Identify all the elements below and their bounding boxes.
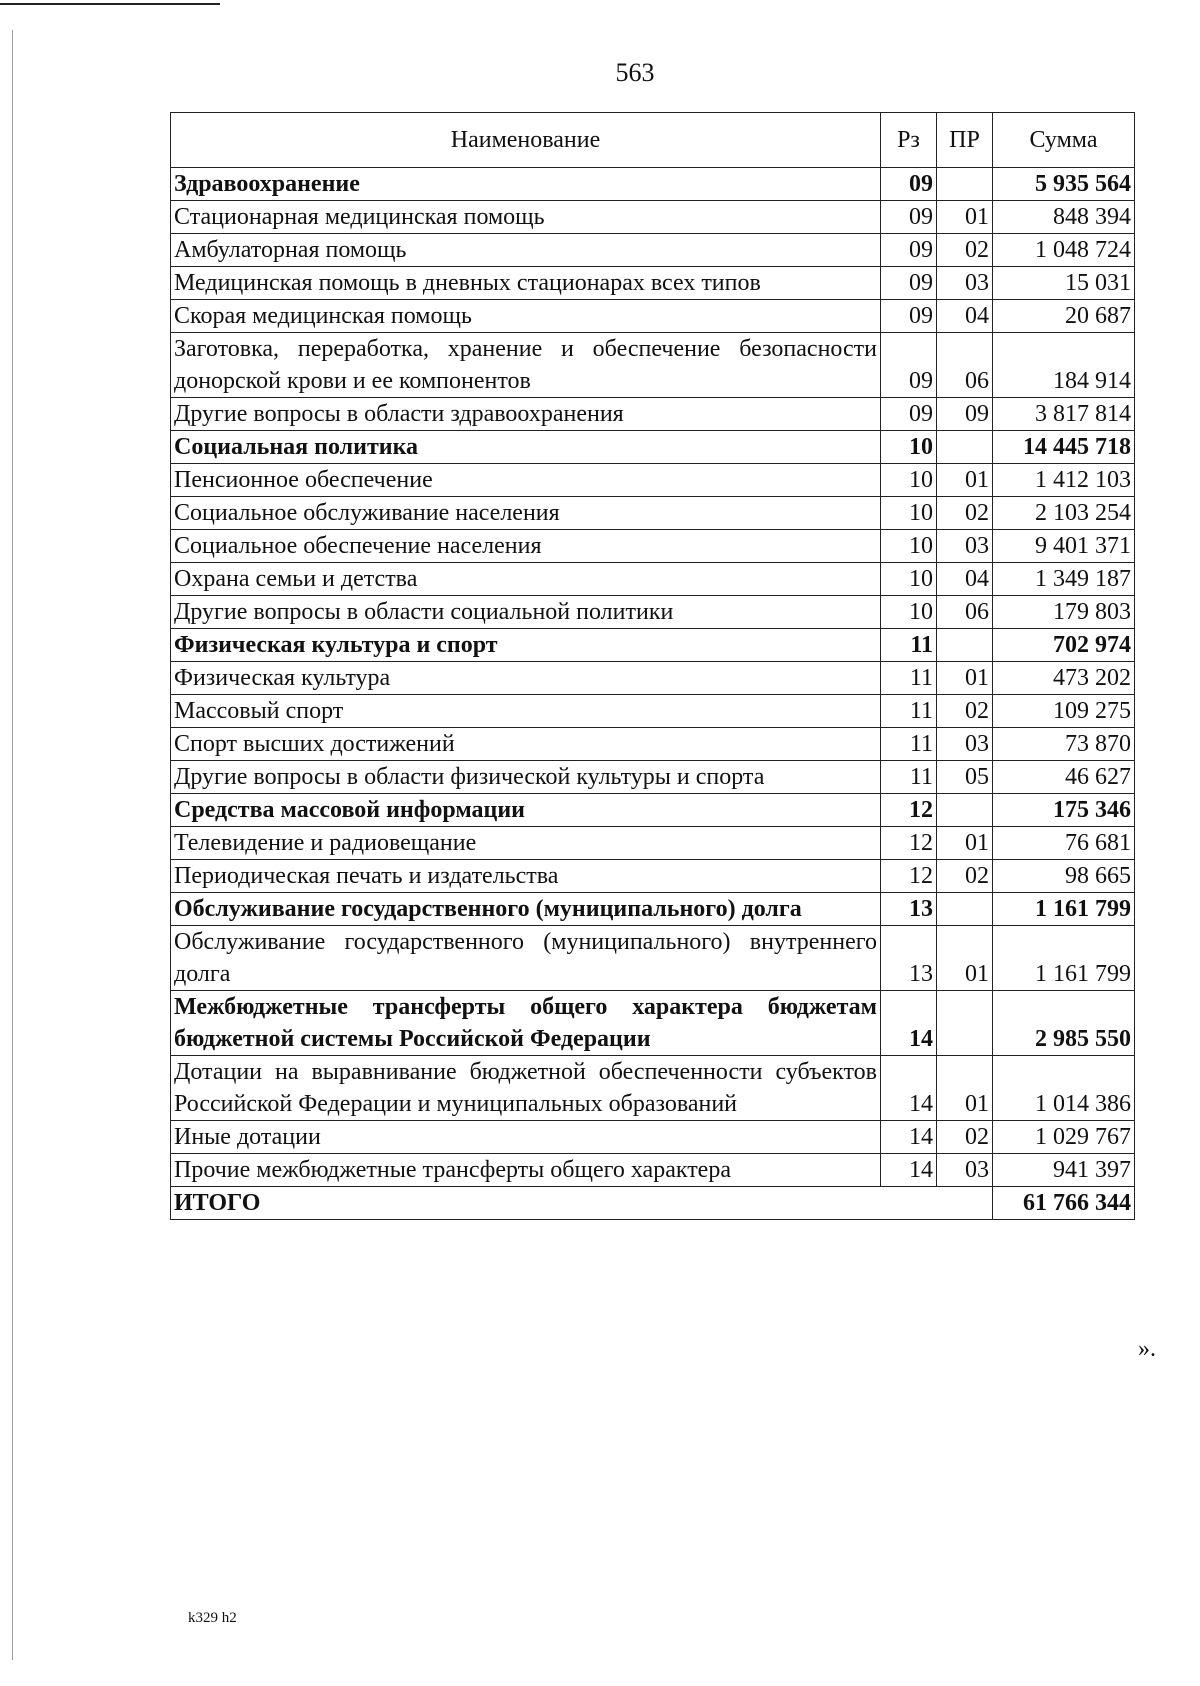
row-name: Скорая медицинская помощь [171,300,881,333]
page-number: 563 [615,58,655,87]
table-row [171,761,1135,794]
row-name: Иные дотации [171,1121,881,1154]
row-rz: 12 [881,794,937,827]
row-pr: 02 [937,1121,993,1154]
row-sum: 2 103 254 [993,497,1135,530]
table-row [171,168,1135,201]
total-sum: 61 766 344 [993,1187,1135,1220]
table-row [171,333,1135,398]
table-row [171,893,1135,926]
row-sum: 1 048 724 [993,234,1135,267]
row-sum: 5 935 564 [993,168,1135,201]
row-sum: 14 445 718 [993,431,1135,464]
table-row [171,563,1135,596]
row-pr: 06 [937,333,993,398]
row-sum: 179 803 [993,596,1135,629]
row-pr: 01 [937,1056,993,1121]
row-sum: 1 014 386 [993,1056,1135,1121]
table-row [171,300,1135,333]
row-sum: 941 397 [993,1154,1135,1187]
row-sum: 2 985 550 [993,991,1135,1056]
row-pr [937,991,993,1056]
table-row [171,1121,1135,1154]
row-pr: 09 [937,398,993,431]
row-sum: 848 394 [993,201,1135,234]
table-row [171,201,1135,234]
row-pr: 01 [937,201,993,234]
row-sum: 9 401 371 [993,530,1135,563]
row-rz: 14 [881,1154,937,1187]
row-name: Амбулаторная помощь [171,234,881,267]
row-name: Охрана семьи и детства [171,563,881,596]
row-name: Массовый спорт [171,695,881,728]
budget-table [170,112,1135,1220]
table-row [171,464,1135,497]
row-sum: 1 161 799 [993,926,1135,991]
total-label: ИТОГО [171,1187,993,1220]
table-row [171,827,1135,860]
table-row [171,530,1135,563]
table-row [171,860,1135,893]
row-rz: 10 [881,563,937,596]
row-sum: 1 412 103 [993,464,1135,497]
row-rz: 14 [881,1121,937,1154]
row-rz: 12 [881,860,937,893]
table-body [171,168,1135,1187]
row-name: Физическая культура и спорт [171,629,881,662]
row-name: Социальное обеспечение населения [171,530,881,563]
row-name: Спорт высших достижений [171,728,881,761]
header-rz: Рз [881,113,937,168]
table-row [171,398,1135,431]
row-name: Пенсионное обеспечение [171,464,881,497]
row-rz: 09 [881,234,937,267]
row-rz: 11 [881,629,937,662]
row-sum: 98 665 [993,860,1135,893]
row-name: Физическая культура [171,662,881,695]
header-name: Наименование [171,113,881,168]
row-name: Обслуживание государственного (муниципального) долга [171,893,881,926]
left-margin-rule [12,30,13,1660]
row-rz: 09 [881,168,937,201]
header-pr: ПР [937,113,993,168]
closing-quote: ». [1138,1336,1156,1362]
row-pr: 01 [937,662,993,695]
row-pr: 06 [937,596,993,629]
row-name: Другие вопросы в области социальной политики [171,596,881,629]
row-pr: 03 [937,728,993,761]
row-sum: 73 870 [993,728,1135,761]
footer-code: k329 h2 [188,1610,237,1626]
row-pr: 02 [937,234,993,267]
row-sum: 3 817 814 [993,398,1135,431]
row-sum: 109 275 [993,695,1135,728]
row-sum: 175 346 [993,794,1135,827]
table-row [171,596,1135,629]
row-rz: 10 [881,464,937,497]
row-rz: 09 [881,398,937,431]
row-pr [937,431,993,464]
row-pr [937,168,993,201]
row-rz: 14 [881,991,937,1056]
row-pr: 01 [937,926,993,991]
row-name: Здравоохранение [171,168,881,201]
row-pr: 03 [937,1154,993,1187]
row-pr: 01 [937,827,993,860]
row-sum: 702 974 [993,629,1135,662]
table-row [171,431,1135,464]
table-row [171,695,1135,728]
row-rz: 09 [881,300,937,333]
table-header-row [171,113,1135,168]
row-rz: 11 [881,662,937,695]
row-name: Заготовка, переработка, хранение и обеспечение безопасности донорской крови и ее компонентов [171,333,881,398]
table-row [171,629,1135,662]
row-sum: 1 349 187 [993,563,1135,596]
row-pr: 02 [937,860,993,893]
row-pr [937,893,993,926]
row-sum: 46 627 [993,761,1135,794]
row-name: Медицинская помощь в дневных стационарах всех типов [171,267,881,300]
row-name: Прочие межбюджетные трансферты общего характера [171,1154,881,1187]
row-name: Периодическая печать и издательства [171,860,881,893]
row-pr [937,629,993,662]
row-pr: 02 [937,695,993,728]
row-name: Дотации на выравнивание бюджетной обеспеченности субъектов Российской Федерации и муниципальных образований [171,1056,881,1121]
table-row [171,497,1135,530]
row-rz: 11 [881,761,937,794]
row-pr: 03 [937,267,993,300]
row-name: Другие вопросы в области физической культуры и спорта [171,761,881,794]
row-rz: 10 [881,596,937,629]
row-rz: 10 [881,431,937,464]
table-row [171,234,1135,267]
row-sum: 184 914 [993,333,1135,398]
row-pr: 02 [937,497,993,530]
row-name: Другие вопросы в области здравоохранения [171,398,881,431]
row-sum: 1 029 767 [993,1121,1135,1154]
row-pr: 04 [937,563,993,596]
top-rule [0,3,220,5]
total-row [171,1187,1135,1220]
row-name: Обслуживание государственного (муниципального) внутреннего долга [171,926,881,991]
row-rz: 10 [881,497,937,530]
row-rz: 11 [881,728,937,761]
row-pr [937,794,993,827]
table-row [171,1056,1135,1121]
row-rz: 10 [881,530,937,563]
row-name: Стационарная медицинская помощь [171,201,881,234]
row-sum: 15 031 [993,267,1135,300]
row-rz: 13 [881,926,937,991]
row-rz: 14 [881,1056,937,1121]
table-row [171,1154,1135,1187]
row-rz: 09 [881,267,937,300]
table-row [171,662,1135,695]
row-sum: 1 161 799 [993,893,1135,926]
row-pr: 05 [937,761,993,794]
table-row [171,794,1135,827]
row-name: Социальное обслуживание населения [171,497,881,530]
row-rz: 09 [881,201,937,234]
row-rz: 13 [881,893,937,926]
table-row [171,267,1135,300]
row-rz: 11 [881,695,937,728]
row-name: Средства массовой информации [171,794,881,827]
row-name: Социальная политика [171,431,881,464]
row-pr: 03 [937,530,993,563]
row-sum: 76 681 [993,827,1135,860]
table-row [171,728,1135,761]
row-name: Межбюджетные трансферты общего характера бюджетам бюджетной системы Российской Федерации [171,991,881,1056]
row-pr: 01 [937,464,993,497]
row-pr: 04 [937,300,993,333]
row-sum: 20 687 [993,300,1135,333]
row-sum: 473 202 [993,662,1135,695]
header-sum: Сумма [993,113,1135,168]
table-row [171,991,1135,1056]
row-rz: 12 [881,827,937,860]
table-row [171,926,1135,991]
row-rz: 09 [881,333,937,398]
row-name: Телевидение и радиовещание [171,827,881,860]
